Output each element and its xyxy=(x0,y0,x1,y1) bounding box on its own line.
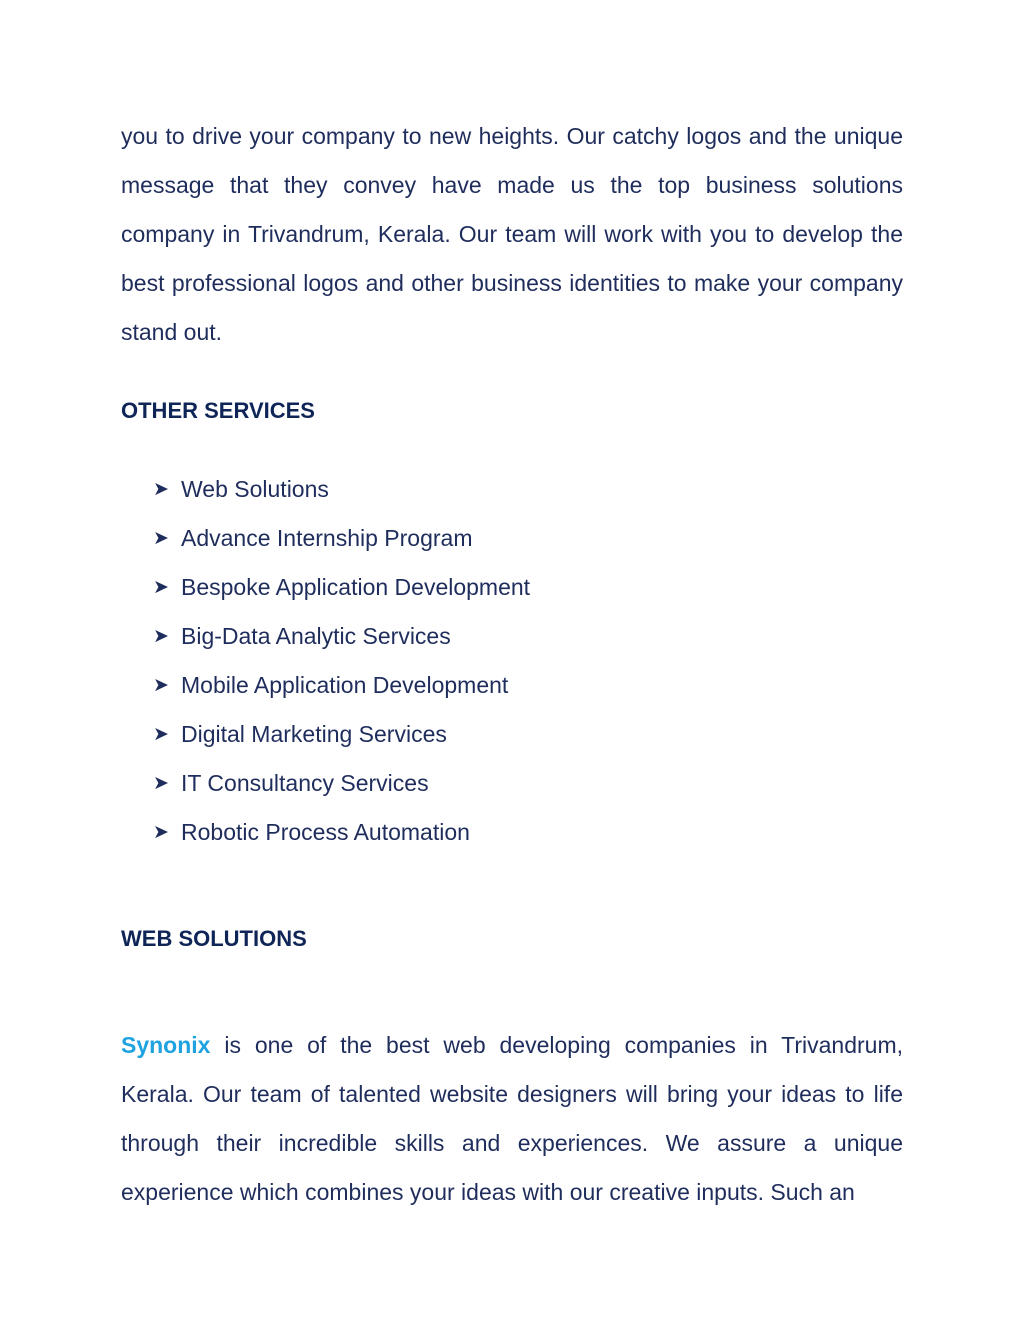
list-item xyxy=(153,759,903,808)
list-item xyxy=(153,612,903,661)
service-label: Bespoke Application Development xyxy=(181,574,531,600)
other-services-heading: OTHER SERVICES xyxy=(121,398,315,423)
service-label: Robotic Process Automation xyxy=(181,819,470,845)
arrow-bullet-icon: ➤ xyxy=(153,822,169,843)
list-item xyxy=(153,514,903,563)
service-label: Web Solutions xyxy=(181,476,329,502)
list-item xyxy=(153,710,903,759)
service-label: Digital Marketing Services xyxy=(181,721,447,747)
service-label: Big-Data Analytic Services xyxy=(181,623,451,649)
arrow-bullet-icon: ➤ xyxy=(153,479,169,500)
arrow-bullet-icon: ➤ xyxy=(153,528,169,549)
document-page xyxy=(121,112,903,1217)
arrow-bullet-icon: ➤ xyxy=(153,773,169,794)
service-label: Advance Internship Program xyxy=(181,525,473,551)
list-item xyxy=(153,661,903,710)
list-item xyxy=(153,465,903,514)
arrow-bullet-icon: ➤ xyxy=(153,724,169,745)
web-solutions-heading: WEB SOLUTIONS xyxy=(121,926,307,951)
brand-name: Synonix xyxy=(121,1032,211,1058)
arrow-bullet-icon: ➤ xyxy=(153,675,169,696)
list-item xyxy=(153,563,903,612)
service-label: Mobile Application Development xyxy=(181,672,509,698)
web-solutions-paragraph xyxy=(121,1021,903,1217)
service-label: IT Consultancy Services xyxy=(181,770,429,796)
services-list xyxy=(121,465,903,857)
arrow-bullet-icon: ➤ xyxy=(153,577,169,598)
intro-paragraph: you to drive your company to new heights. Our catchy logos and the unique message that they convey have made us the top business solutions company in Trivandrum, Kerala. Our team will work with you to develop the best professional logos and other business identities to make your company stand out. xyxy=(121,123,903,345)
web-solutions-text: is one of the best web developing companies in Trivandrum, Kerala. Our team of talented website designers will bring your ideas to life through their incredible skills and experiences. We assure a unique experience which combines your ideas with our creative inputs. Such an xyxy=(121,1032,903,1205)
arrow-bullet-icon: ➤ xyxy=(153,626,169,647)
list-item xyxy=(153,808,903,857)
